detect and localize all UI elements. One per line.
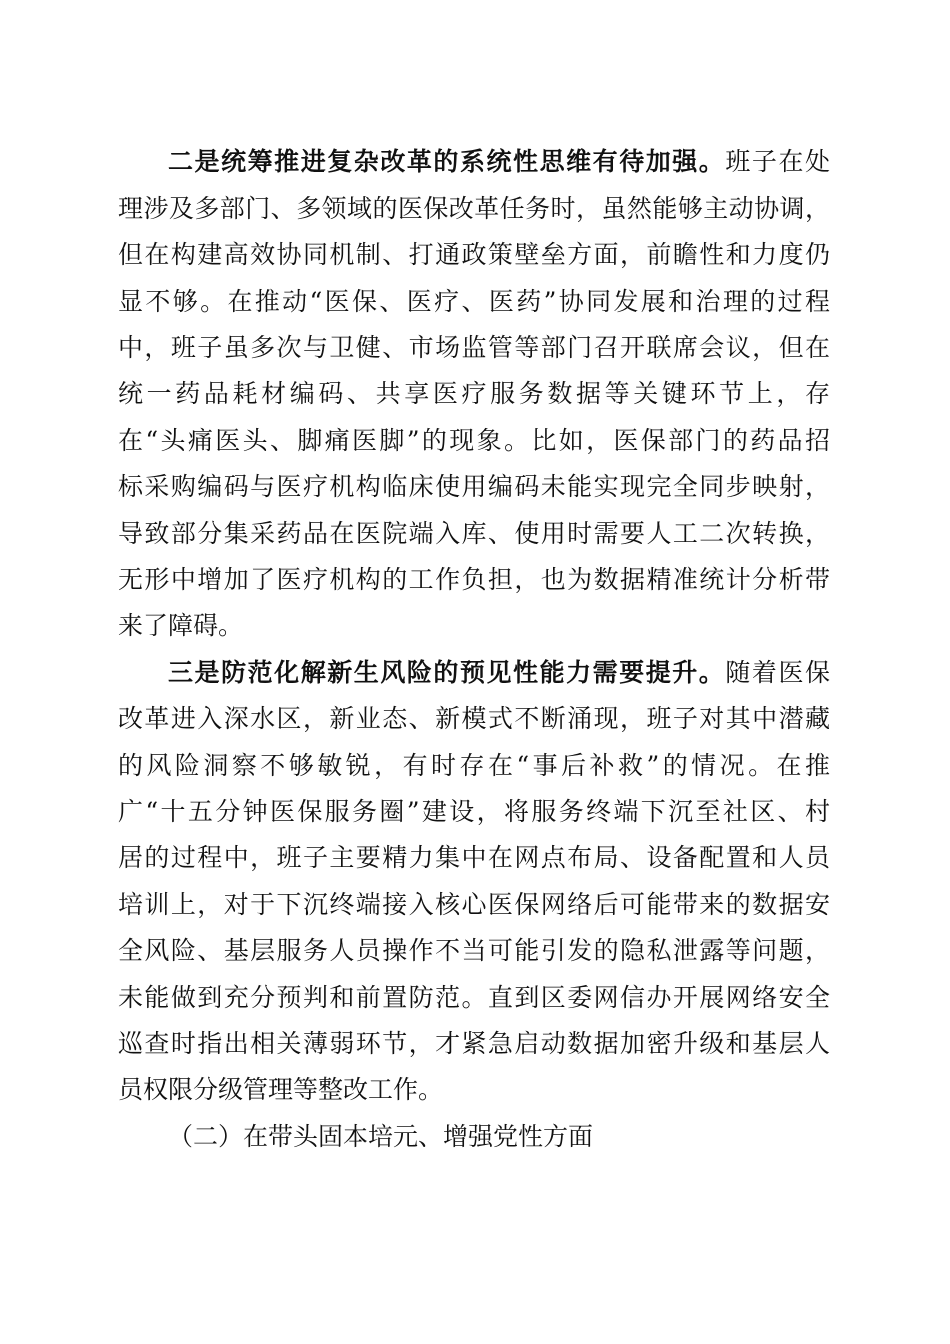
paragraph-2-line-3: 的风险洞察不够敏锐，有时存在“事后补救”的情况。在推: [118, 751, 830, 780]
paragraph-1-line-10: 无形中增加了医疗机构的工作负担，也为数据精准统计分析带: [118, 565, 830, 594]
paragraph-2-lead: 三是防范化解新生风险的预见性能力需要提升。: [168, 658, 726, 687]
paragraph-2-line-7: 全风险、基层服务人员操作不当可能引发的隐私泄露等问题，: [118, 936, 830, 965]
paragraph-1-line-9: 导致部分集采药品在医院端入库、使用时需要人工二次转换，: [118, 519, 830, 548]
paragraph-1-line-8: 标采购编码与医疗机构临床使用编码未能实现完全同步映射，: [118, 472, 830, 501]
paragraph-1-line-3: 但在构建高效协同机制、打通政策壁垒方面，前瞻性和力度仍: [118, 240, 830, 269]
paragraph-1-line-1: [168, 142, 830, 182]
paragraph-2-line-4: 广“十五分钟医保服务圈”建设，将服务终端下沉至社区、村: [118, 797, 830, 826]
paragraph-2-line-10: 员权限分级管理等整改工作。: [118, 1075, 444, 1104]
paragraph-2-line-9: 巡查时指出相关薄弱环节，才紧急启动数据加密升级和基层人: [118, 1029, 830, 1058]
paragraph-1-line-6: 统一药品耗材编码、共享医疗服务数据等关键环节上，存: [118, 379, 830, 408]
paragraph-1-line-2: 理涉及多部门、多领域的医保改革任务时，虽然能够主动协调，: [118, 194, 830, 223]
paragraph-1-text: 班子在处: [725, 147, 830, 176]
paragraph-2-text: 随着医保: [725, 658, 830, 687]
paragraph-1-line-7: 在“头痛医头、脚痛医脚”的现象。比如，医保部门的药品招: [118, 426, 830, 455]
paragraph-2-line-8: 未能做到充分预判和前置防范。直到区委网信办开展网络安全: [118, 983, 830, 1012]
paragraph-2-line-6: 培训上，对于下沉终端接入核心医保网络后可能带来的数据安: [118, 890, 830, 919]
paragraph-1-lead: 二是统筹推进复杂改革的系统性思维有待加强。: [168, 147, 726, 176]
paragraph-1-line-5: 中，班子虽多次与卫健、市场监管等部门召开联席会议，但在: [118, 333, 830, 362]
paragraph-1-line-4: 显不够。在推动“医保、医疗、医药”协同发展和治理的过程: [118, 287, 830, 316]
paragraph-2-line-5: 居的过程中，班子主要精力集中在网点布局、设备配置和人员: [118, 843, 830, 872]
section-heading: （二）在带头固本培元、增强党性方面: [168, 1122, 594, 1151]
paragraph-2-line-1: [168, 653, 830, 693]
paragraph-1-line-11: 来了障碍。: [118, 611, 244, 640]
paragraph-2-line-2: 改革进入深水区，新业态、新模式不断涌现，班子对其中潜藏: [118, 704, 830, 733]
